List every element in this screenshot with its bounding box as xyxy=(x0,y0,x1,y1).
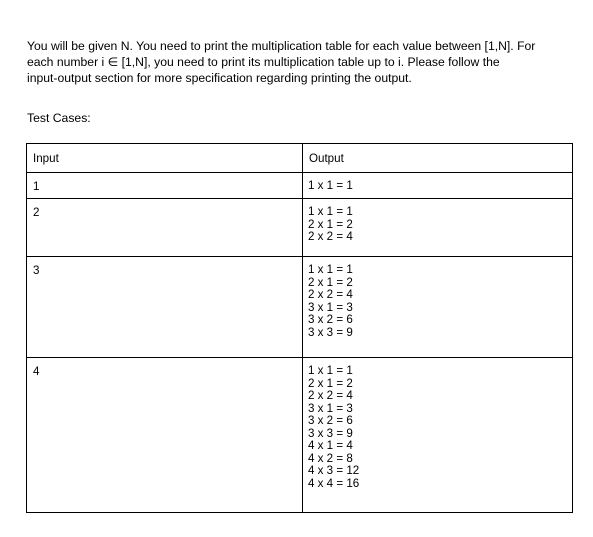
output-line: 3 x 1 = 3 xyxy=(308,300,353,314)
output-line: 3 x 3 = 9 xyxy=(308,426,353,440)
table-row xyxy=(27,257,573,358)
table-row xyxy=(27,173,573,199)
output-cell xyxy=(303,173,573,199)
output-line: 1 x 1 = 1 xyxy=(308,179,353,192)
input-cell xyxy=(27,173,303,199)
problem-statement xyxy=(27,38,572,86)
output-line: 3 x 1 = 3 xyxy=(308,401,353,415)
table-row xyxy=(27,358,573,513)
table-row xyxy=(27,199,573,257)
output-line: 4 x 3 = 12 xyxy=(308,464,360,477)
output-line: 1 x 1 = 1 xyxy=(308,263,353,276)
output-line: 4 x 4 = 16 xyxy=(308,476,360,490)
output-line: 1 x 1 = 1 xyxy=(308,364,353,377)
problem-statement-line: input-output section for more specification regarding printing the output. xyxy=(27,71,412,85)
test-cases-table xyxy=(26,143,573,513)
output-line: 2 x 2 = 4 xyxy=(308,230,353,243)
output-line: 4 x 2 = 8 xyxy=(308,451,353,465)
output-cell xyxy=(303,358,573,513)
output-line: 3 x 2 = 6 xyxy=(308,414,353,427)
input-value: 1 xyxy=(33,180,40,193)
output-line: 2 x 2 = 4 xyxy=(308,389,353,402)
problem-statement-line: each number i ∈ [1,N], you need to print its multiplication table up to i. Please follow the xyxy=(27,55,500,69)
output-line: 3 x 2 = 6 xyxy=(308,313,353,326)
output-line: 2 x 1 = 2 xyxy=(308,217,353,231)
table-body xyxy=(27,173,573,513)
output-line: 2 x 2 = 4 xyxy=(308,288,353,301)
input-value: 3 xyxy=(33,264,40,277)
input-cell xyxy=(27,358,303,513)
input-value: 2 xyxy=(33,206,40,219)
input-cell xyxy=(27,199,303,257)
column-header-input: Input xyxy=(27,144,303,173)
test-cases-heading: Test Cases: xyxy=(27,111,91,125)
problem-statement-line: You will be given N. You need to print the multiplication table for each value between [1,N]. For xyxy=(27,39,536,53)
input-cell xyxy=(27,257,303,358)
table-header-row xyxy=(27,144,573,173)
output-line: 1 x 1 = 1 xyxy=(308,205,353,218)
output-line: 3 x 3 = 9 xyxy=(308,325,353,339)
column-header-output: Output xyxy=(303,144,573,173)
output-line: 2 x 1 = 2 xyxy=(308,376,353,390)
output-cell xyxy=(303,199,573,257)
output-line: 2 x 1 = 2 xyxy=(308,275,353,289)
input-value: 4 xyxy=(33,365,40,378)
output-line: 4 x 1 = 4 xyxy=(308,439,353,452)
output-cell xyxy=(303,257,573,358)
